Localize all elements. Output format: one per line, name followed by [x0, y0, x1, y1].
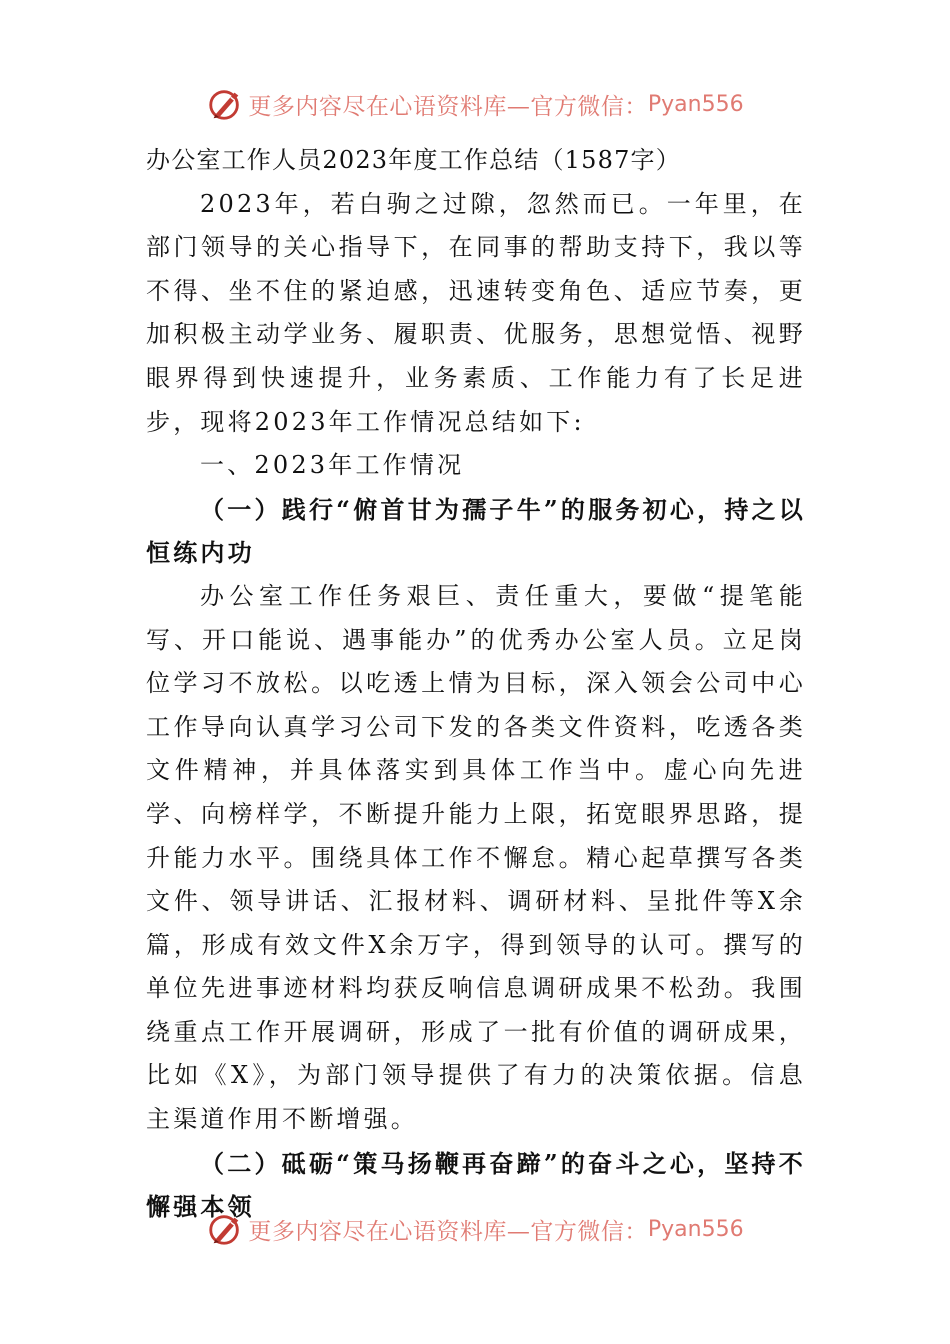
watermark-banner-bottom — [0, 1205, 950, 1253]
subsection-heading-2: （二）砥砺“策马扬鞭再奋蹄”的奋斗之心，坚持不懈强本领 — [146, 1148, 806, 1222]
intro-paragraph: 2023年，若白驹之过隙，忽然而已。一年里，在部门领导的关心指导下，在同事的帮助支持下，我以等不得、坐不住的紧迫感，迅速转变角色、适应节奏，更加积极主动学业务、履职责、优服务，思想觉悟、视野眼界得到快速提升，业务素质、工作能力有了长足进步，现将2023年工作情况总结如下: — [146, 189, 806, 436]
watermark-text: 更多内容尽在心语资料库—官方微信： — [248, 1218, 648, 1245]
document-title: 办公室工作人员2023年度工作总结（1587字） — [146, 146, 681, 174]
document-body — [146, 139, 806, 1229]
watermark-banner-top — [0, 80, 950, 128]
subsection-body-1: 办公室工作任务艰巨、责任重大，要做“提笔能写、开口能说、遇事能办”的优秀办公室人员。立足岗位学习不放松。以吃透上情为目标，深入领会公司中心工作导向认真学习公司下发的各类文件资料，吃透各类文件精神，并具体落实到具体工作当中。虚心向先进学、向榜样学，不断提升能力上限，拓宽眼界思路，提升能力水平。围绕具体工作不懈怠。精心起草撰写各类文件、领导讲话、汇报材料、调研材料、呈批件等X余篇，形成有效文件X余万字，得到领导的认可。撰写的单位先进事迹材料均获反响信息调研成果不松劲。我围绕重点工作开展调研，形成了一批有价值的调研成果，比如《X》，为部门领导提供了有力的决策依据。信息主渠道作用不断增强。 — [146, 581, 806, 1134]
pen-logo-icon — [206, 1210, 244, 1248]
subsection-heading-1: （一）践行“俯首甘为孺子牛”的服务初心，持之以恒练内功 — [146, 494, 806, 568]
pen-logo-icon — [206, 85, 244, 123]
watermark-text: 更多内容尽在心语资料库—官方微信： — [248, 93, 648, 120]
watermark-wechat-id: Pyan556 — [647, 1216, 744, 1242]
section-heading: 一、2023年工作情况 — [200, 451, 465, 480]
watermark-wechat-id: Pyan556 — [647, 91, 744, 117]
